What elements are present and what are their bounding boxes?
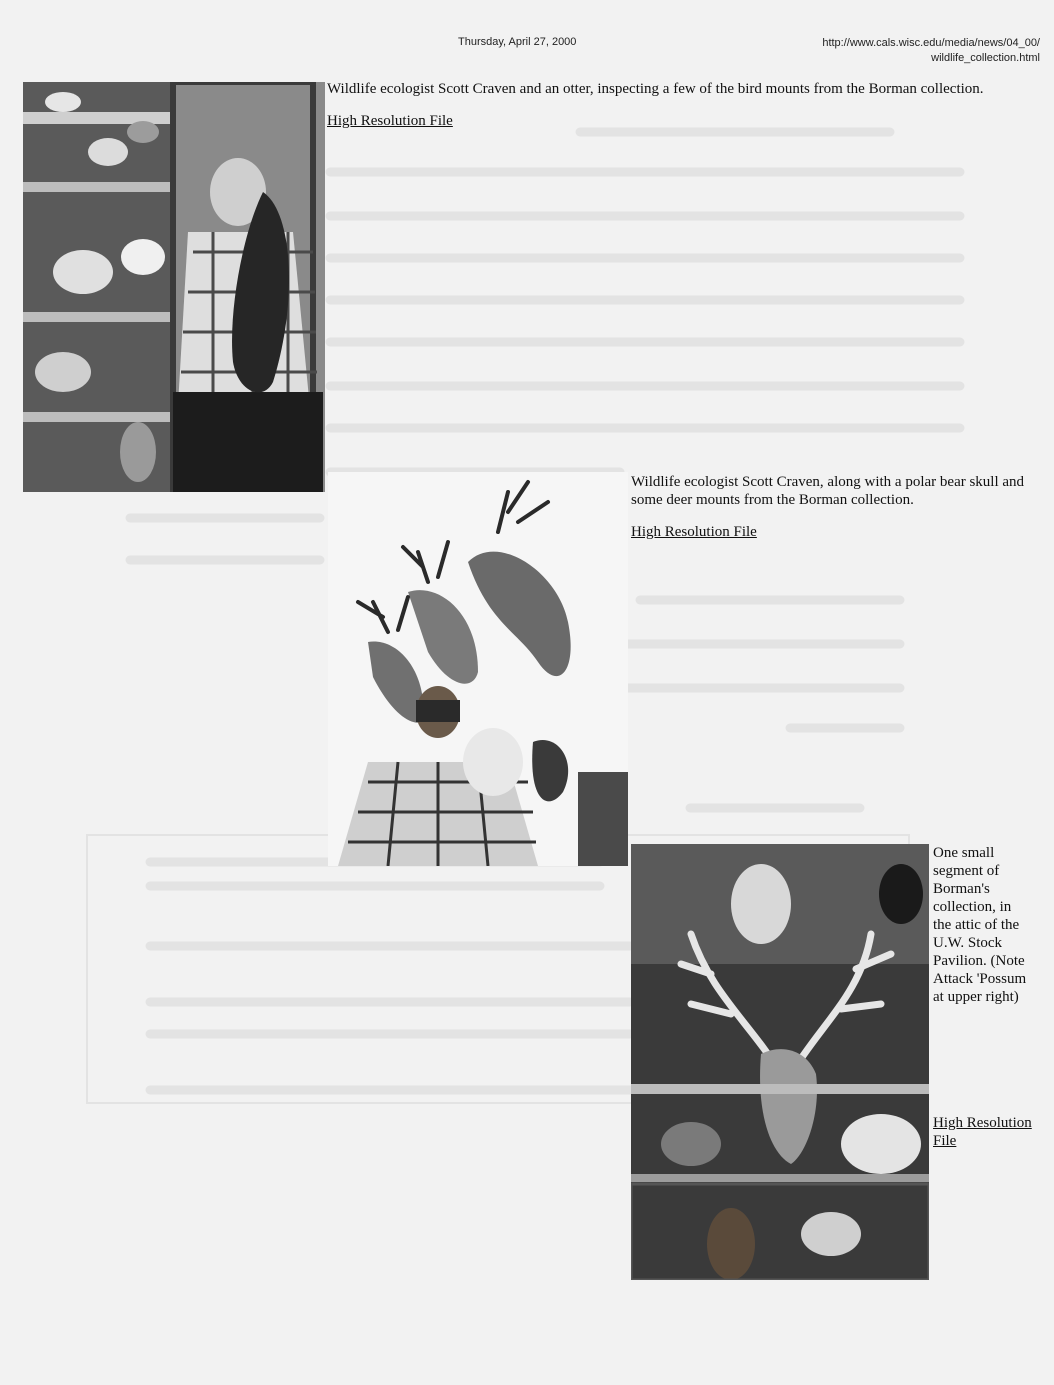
caption-attic (933, 844, 1033, 1150)
photo-attic-collection[interactable] (631, 844, 929, 1280)
page-url-line-1: http://www.cals.wisc.edu/media/news/04_00/ (822, 37, 1040, 49)
page-url (822, 36, 1040, 66)
high-resolution-link-deer[interactable]: High Resolution File (631, 524, 757, 540)
high-resolution-link-otter[interactable]: High Resolution File (327, 113, 453, 129)
caption-otter-text: Wildlife ecologist Scott Craven and an otter, inspecting a few of the bird mounts from the Borman collection. (327, 81, 984, 97)
caption-deer (631, 473, 1031, 541)
photo-otter-bird-mounts[interactable] (23, 82, 325, 492)
otter-photo-image (23, 82, 325, 492)
caption-attic-text: One small segment of Borman's collection, in the attic of the U.W. Stock Pavilion. (Note Attack 'Possum at upper right) (933, 845, 1027, 1005)
caption-otter (327, 80, 1027, 130)
caption-deer-text: Wildlife ecologist Scott Craven, along with a polar bear skull and some deer mounts from the Borman collection. (631, 474, 1025, 508)
page-date: Thursday, April 27, 2000 (458, 36, 577, 48)
high-resolution-link-attic[interactable]: High Resolution File (933, 1115, 1032, 1149)
page-url-line-2: wildlife_collection.html (931, 52, 1040, 64)
deer-photo-image (328, 472, 628, 866)
attic-photo-image (631, 844, 929, 1280)
photo-deer-mounts[interactable] (328, 472, 628, 866)
